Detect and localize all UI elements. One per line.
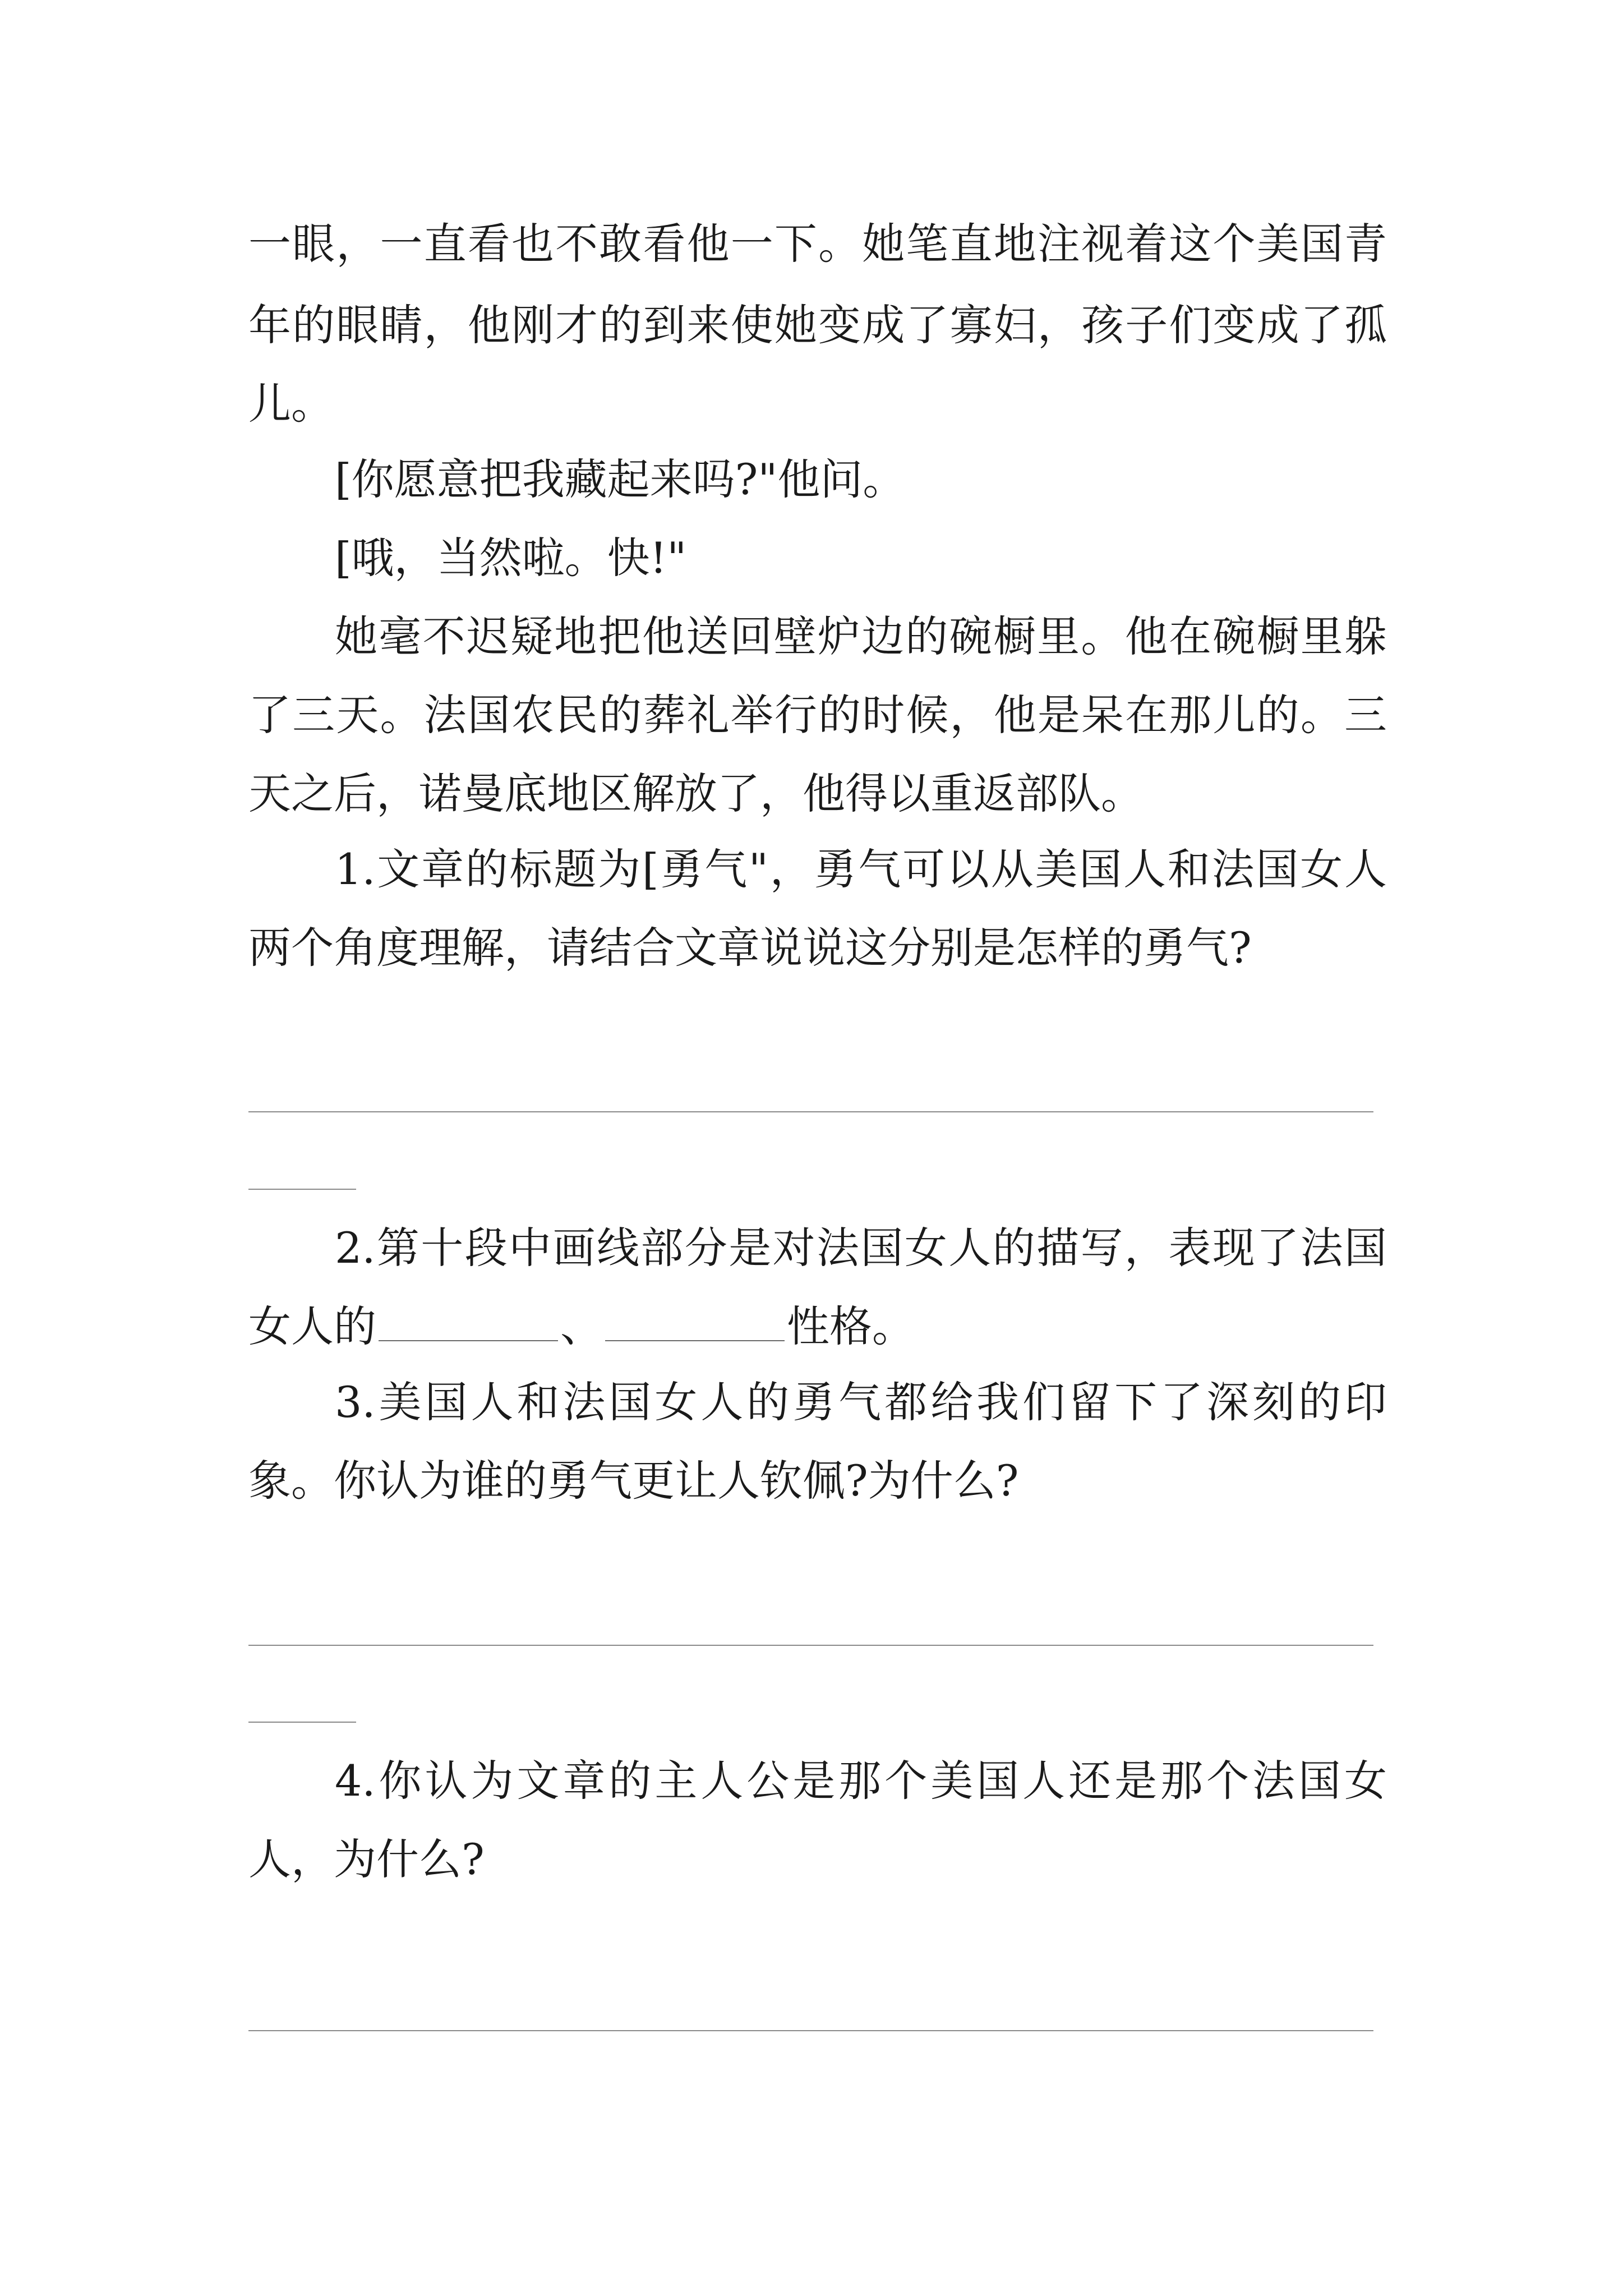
answer-line-q1[interactable] [248, 1111, 1373, 1112]
story-paragraph-line: 儿。 [248, 379, 334, 429]
fill-blank-1[interactable] [379, 1301, 558, 1341]
question-2-text: 女人的 [248, 1301, 376, 1351]
question-2-separator: 、 [560, 1301, 603, 1351]
story-paragraph-line: 一眼，一直看也不敢看他一下。她笔直地注视着这个美国青 [248, 219, 1387, 269]
question-4-line: 人，为什么? [248, 1834, 485, 1884]
story-paragraph-line: 天之后，诺曼底地区解放了，他得以重返部队。 [248, 769, 1144, 818]
question-3-line: 3.美国人和法国女人的勇气都给我们留下了深刻的印 [335, 1377, 1387, 1427]
story-paragraph-line: 年的眼睛，他刚才的到来使她变成了寡妇，孩子们变成了孤 [248, 300, 1387, 350]
question-2-text: 性格。 [787, 1301, 915, 1351]
fill-blank-2[interactable] [605, 1301, 785, 1341]
question-1-line: 两个角度理解，请结合文章说说这分别是怎样的勇气? [248, 923, 1252, 973]
question-2-line: 2.第十段中画线部分是对法国女人的描写，表现了法国 [335, 1223, 1387, 1273]
question-4-line: 4.你认为文章的主人公是那个美国人还是那个法国女 [335, 1756, 1387, 1806]
dialogue-line: [哦，当然啦。快!" [335, 533, 687, 583]
question-1-line: 1.文章的标题为[勇气"，勇气可以从美国人和法国女人 [335, 844, 1387, 894]
question-3-line: 象。你认为谁的勇气更让人钦佩?为什么? [248, 1456, 1019, 1506]
answer-line-q1-end[interactable] [248, 1189, 356, 1190]
dialogue-line: [你愿意把我藏起来吗?"他问。 [335, 454, 906, 504]
story-paragraph-line: 她毫不迟疑地把他送回壁炉边的碗橱里。他在碗橱里躲 [335, 611, 1387, 661]
answer-line-q3[interactable] [248, 1645, 1373, 1646]
story-paragraph-line: 了三天。法国农民的葬礼举行的时候，他是呆在那儿的。三 [248, 690, 1387, 740]
answer-line-q3-end[interactable] [248, 1722, 356, 1723]
answer-line-q4[interactable] [248, 2030, 1373, 2031]
question-2-line [248, 1299, 1387, 1355]
